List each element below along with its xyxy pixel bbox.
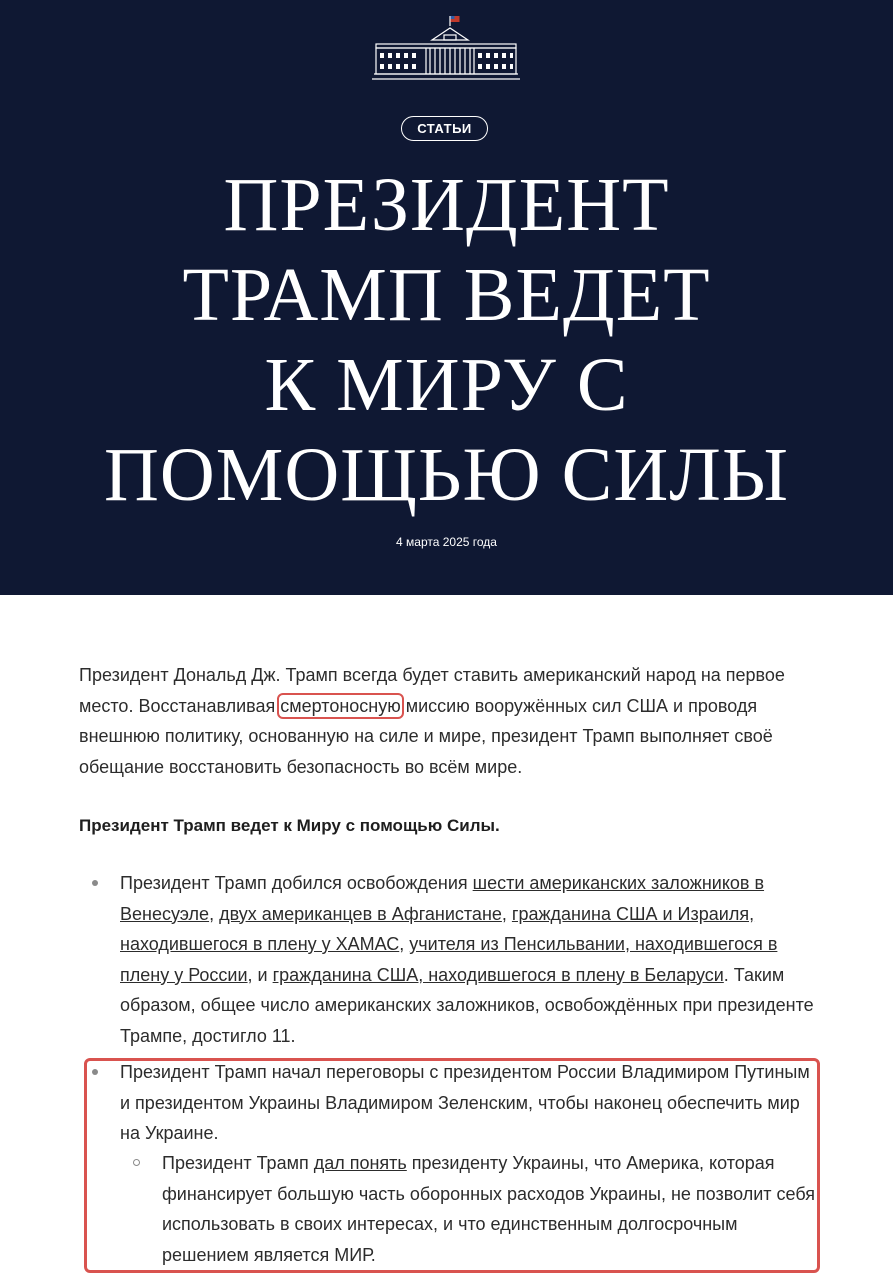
intro-text: миссию вооружённых сил США и проводя внешнюю политику, основанную на силе и мире, президент Трамп выполняет своё обещание восстановить безопасность во всём мире. bbox=[79, 695, 773, 777]
text-segment: президенту Украины, что Америка, которая финансирует большую часть оборонных расходов Украины, не позволит себя использовать в своих интересах, и что единственным долгосрочным решением является МИР. bbox=[162, 1153, 815, 1265]
title-line: ПОМОЩЬЮ СИЛЫ bbox=[103, 433, 790, 517]
link-pennsylvania-teacher[interactable]: учителя из Пенсильвании, находившегося в плену у России bbox=[120, 934, 778, 985]
highlighted-word: смертоносную bbox=[280, 695, 401, 716]
title-line: К МИРУ С bbox=[264, 343, 629, 427]
hero-header bbox=[0, 0, 893, 595]
link-belarus-hostage[interactable]: гражданина США, находившегося в плену в Беларуси bbox=[272, 964, 724, 985]
text-segment: , bbox=[501, 903, 512, 924]
text-segment: , и bbox=[247, 964, 273, 985]
title-line: ПРЕЗИДЕНТ bbox=[223, 163, 670, 247]
bullet-text bbox=[120, 868, 820, 1051]
publish-date: 4 марта 2025 года bbox=[396, 535, 497, 549]
link-afghanistan-americans[interactable]: двух американцев в Афганистане bbox=[219, 903, 502, 924]
intro-paragraph bbox=[79, 660, 839, 782]
link-hamas-hostage[interactable]: гражданина США и Израиля, находившегося в плену у ХАМАС bbox=[120, 903, 755, 954]
highlight-frame bbox=[84, 1058, 820, 1273]
text-segment: , bbox=[399, 934, 410, 954]
link-made-clear[interactable]: дал понять bbox=[313, 1153, 407, 1173]
text-segment: Президент Трамп добился освобождения bbox=[120, 873, 473, 893]
text-segment: Президент Трамп bbox=[162, 1153, 314, 1173]
article-body bbox=[0, 595, 893, 1280]
text-segment: , bbox=[209, 903, 220, 924]
link-venezuela-hostages[interactable]: шести американских заложников в Венесуэле bbox=[120, 873, 765, 924]
title-line: ТРАМП ВЕДЕТ bbox=[182, 253, 711, 337]
intro-text: Президент Дональд Дж. Трамп всегда будет ставить американский народ на первое место. Восстанавливая bbox=[79, 665, 785, 716]
page-title bbox=[0, 160, 893, 520]
category-tag[interactable]: СТАТЬИ bbox=[401, 116, 488, 141]
text-segment: . Таким образом, общее число американских заложников, освобождённых при президенте Трампе, достигло 11. bbox=[120, 964, 814, 1046]
section-subheading: Президент Трамп ведет к Миру с помощью Силы. bbox=[79, 816, 500, 835]
white-house-icon[interactable] bbox=[372, 14, 520, 82]
bullet-dot bbox=[92, 880, 98, 886]
bullet-text: Президент Трамп начал переговоры с президентом России Владимиром Путиным и президентом Украины Владимиром Зеленским, чтобы наконец обеспечить мир на Украине. bbox=[120, 1062, 810, 1143]
